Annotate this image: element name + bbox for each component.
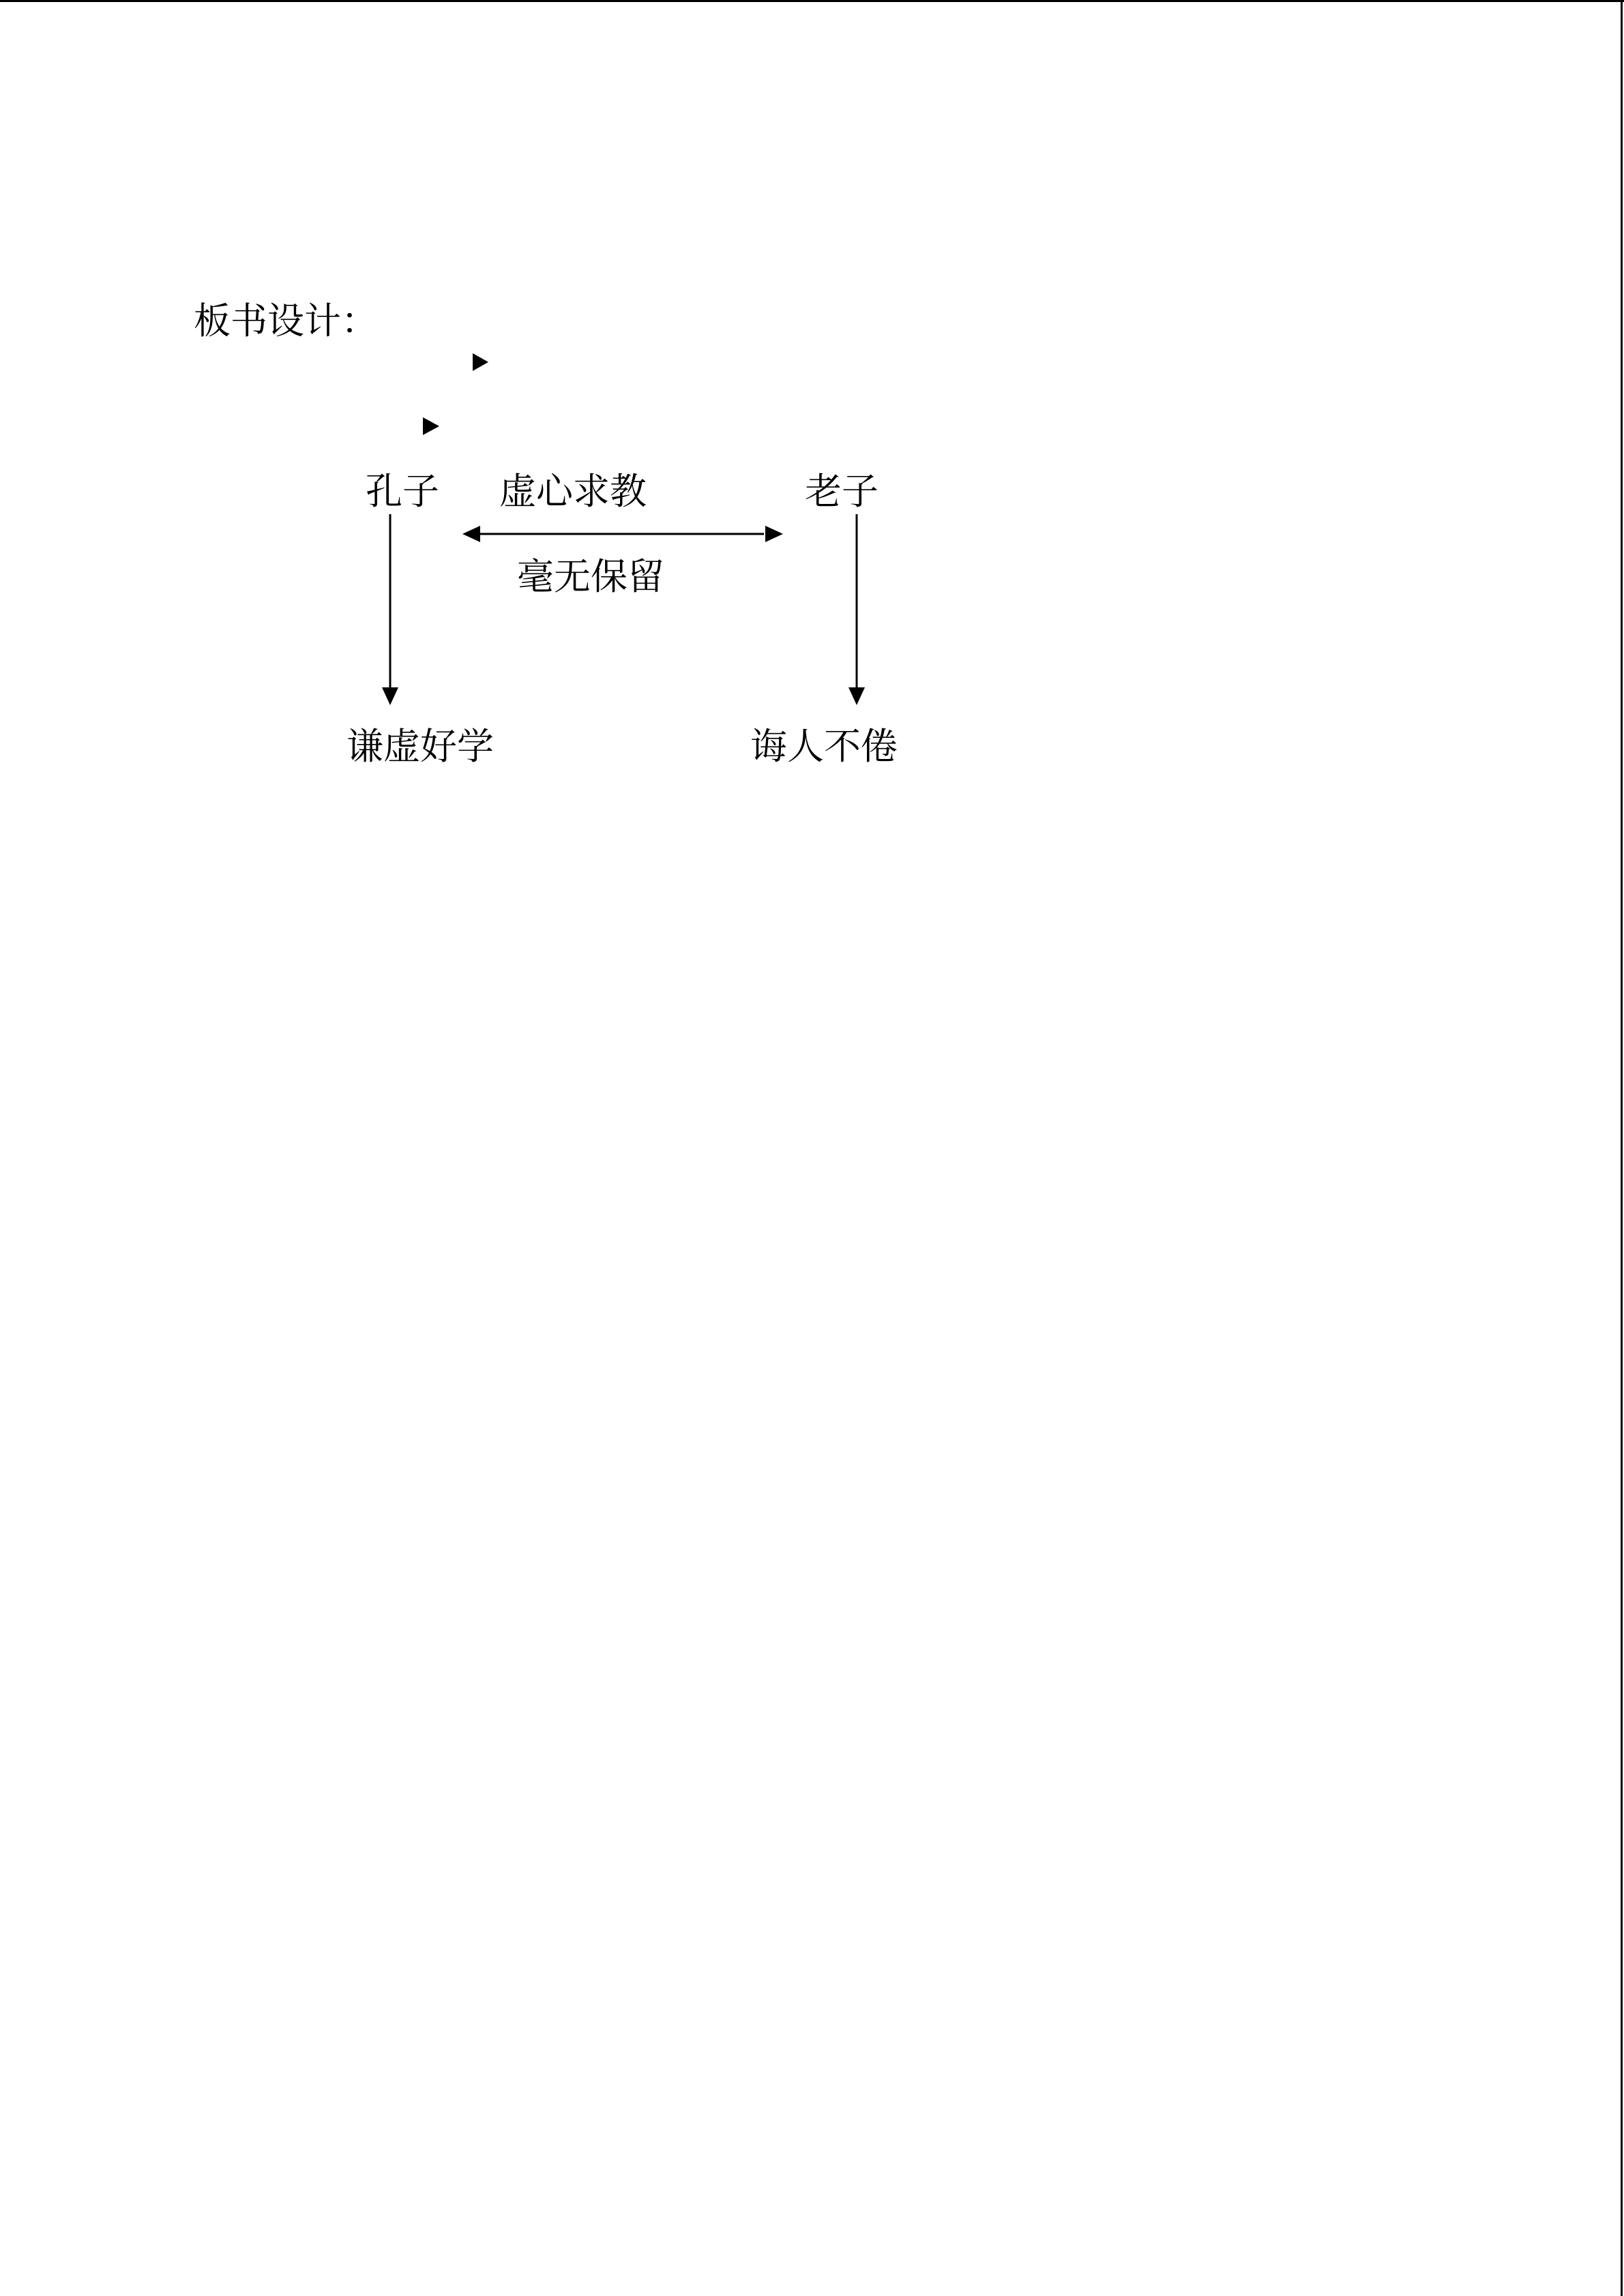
node-kongzi: 孔子: [366, 470, 439, 513]
double-arrow-left-head: [462, 526, 480, 542]
relation-bottom-label: 毫无保留: [517, 555, 664, 598]
stray-arrowhead-1: [473, 353, 488, 371]
node-laozi: 老子: [805, 470, 879, 513]
trait-left: 谦虚好学: [346, 725, 494, 768]
stray-arrowhead-2: [423, 417, 439, 435]
section-heading: 板书设计：: [194, 299, 378, 342]
left-down-arrow-head: [382, 687, 398, 705]
relation-top-label: 虚心求教: [499, 470, 647, 513]
right-down-arrow-head: [848, 687, 865, 705]
trait-right: 诲人不倦: [750, 725, 898, 768]
double-arrow-right-head: [765, 526, 783, 542]
